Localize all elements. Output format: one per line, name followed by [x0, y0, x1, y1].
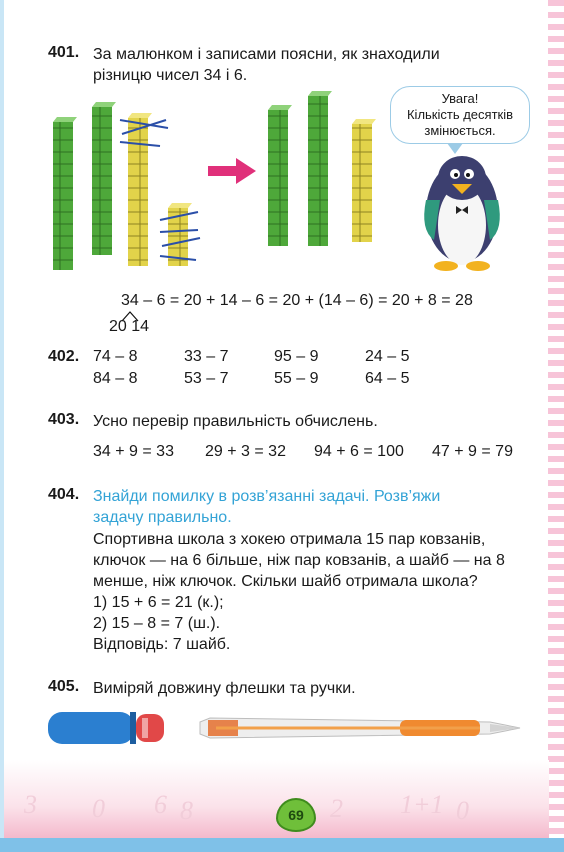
task-404-step2: 2) 15 – 8 = 7 (ш.).: [93, 615, 221, 632]
bubble-line3: змінюється.: [424, 123, 496, 138]
task-402-expr: 64 – 5: [365, 370, 410, 387]
task-402-expr: 53 – 7: [184, 370, 229, 387]
task-404-answer: Відповідь: 7 шайб.: [93, 636, 231, 653]
task-401-number: 401.: [48, 44, 80, 61]
task-403-item: 34 + 9 = 33: [93, 443, 174, 460]
task-402-expr: 95 – 9: [274, 348, 319, 365]
task-401-text-line2: різницю чисел 34 і 6.: [93, 67, 248, 84]
bubble-line1: Увага!: [441, 91, 479, 106]
task-403-item: 47 + 9 = 79: [432, 443, 513, 460]
left-ten-rod-2: [92, 102, 116, 255]
task-404-instruction-line1: Знайди помилку в розв’язанні задачі. Розв’яжи: [93, 488, 441, 505]
task-405-title: Виміряй довжину флешки та ручки.: [93, 680, 356, 697]
task-401-equation: 34 – 6 = 20 + 14 – 6 = 20 + (14 – 6) = 20 + 8 = 28: [121, 292, 473, 309]
task-404-number: 404.: [48, 486, 80, 503]
task-404-instruction-line2: задачу правильно.: [93, 509, 232, 526]
task-402-expr: 74 – 8: [93, 348, 138, 365]
speech-bubble: [390, 86, 530, 144]
task-402-expr: 55 – 9: [274, 370, 319, 387]
decorative-bottom-band: 3 0 6 8 2 1+1 0: [4, 760, 549, 838]
page-number: 69: [276, 798, 316, 832]
arrow-icon: [208, 158, 256, 184]
usb-flash-drive-icon: [46, 708, 176, 748]
right-ten-rod-2: [308, 91, 332, 246]
task-402-expr: 33 – 7: [184, 348, 229, 365]
task-403-item: 94 + 6 = 100: [314, 443, 404, 460]
task-404-problem-line2: ключок — на 6 більше, ніж пар ковзанів, а шайб — на 8: [93, 552, 505, 569]
bottom-base: [0, 838, 564, 852]
task-404-step1: 1) 15 + 6 = 21 (к.);: [93, 594, 224, 611]
task-404-problem-line1: Спортивна школа з хокею отримала 15 пар ковзанів,: [93, 531, 486, 548]
left-ten-rod-1: [53, 117, 77, 270]
right-ten-rod-1: [268, 105, 292, 246]
left-ten-rod-yellow: [128, 113, 152, 266]
task-402-expr: 84 – 8: [93, 370, 138, 387]
task-402-expr: 24 – 5: [365, 348, 410, 365]
task-402-number: 402.: [48, 348, 80, 365]
penguin-mascot-icon: [424, 156, 500, 271]
bubble-line2: Кількість десятків: [406, 107, 514, 122]
task-401-split: 20 14: [109, 318, 150, 335]
task-401-text-line1: За малюнком і записами поясни, як знаходили: [93, 46, 440, 63]
pen-icon: [190, 708, 530, 748]
right-ones-column: [352, 119, 376, 242]
task-403-number: 403.: [48, 411, 80, 428]
task-405-number: 405.: [48, 678, 80, 695]
task-404-problem-line3: менше, ніж ключок. Скільки шайб отримала школа?: [93, 573, 478, 590]
task-403-item: 29 + 3 = 32: [205, 443, 286, 460]
task-403-title: Усно перевір правильність обчислень.: [93, 413, 378, 430]
